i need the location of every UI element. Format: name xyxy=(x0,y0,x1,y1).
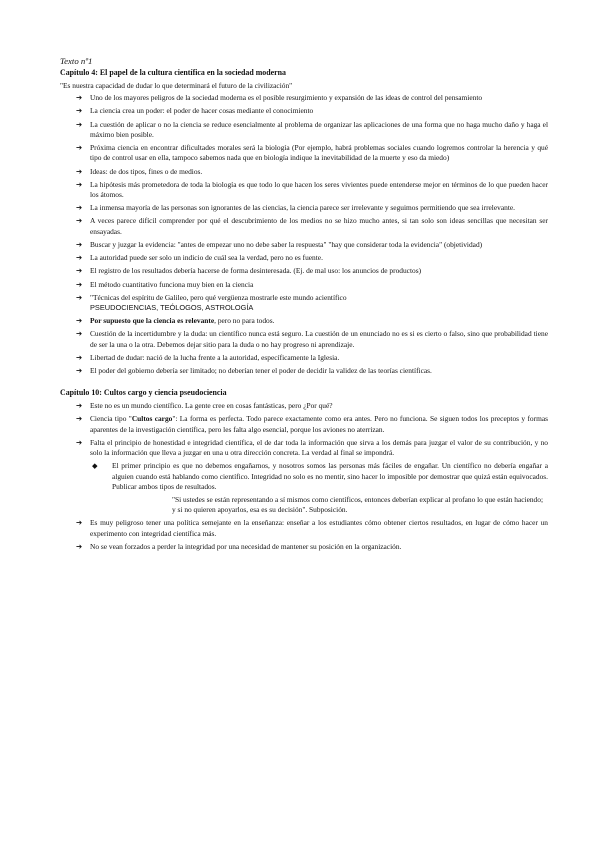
list-item: ➔ Libertad de dudar: nació de la lucha frente a la autoridad, específicamente la Iglesia. xyxy=(60,353,548,363)
list-item: ➔ Buscar y juzgar la evidencia: "antes de empezar uno no debe saber la respuesta" "hay que considerar toda la evidencia" (objetividad) xyxy=(60,240,548,250)
relevance-rest: , pero no para todos. xyxy=(214,316,275,326)
arrow-bullet-icon: ➔ xyxy=(76,352,83,362)
list-item: ➔ El método cuantitativo funciona muy bien en la ciencia xyxy=(60,280,548,290)
arrow-bullet-icon: ➔ xyxy=(76,203,83,213)
list-item: ➔ La inmensa mayoría de las personas son ignorantes de las ciencias, la ciencia parece ser irrelevante y seguimos permitiendo que sea irrelevante. xyxy=(60,203,548,213)
list-item: ➔ A veces parece difícil comprender por qué el descubrimiento de los medios no se hizo mucho antes, si tan solo son ideas sencillas que necesitan ser ensayadas. xyxy=(60,216,548,236)
arrow-bullet-icon: ➔ xyxy=(76,266,83,276)
list-item: ➔ Es muy peligroso tener una política semejante en la enseñanza: enseñar a los estudiantes cómo obtener ciertos resultados, en lugar de cómo hacer un experimento con integridad científica más. xyxy=(60,518,548,538)
pseudosciences-line: PSEUDOCIENCIAS, TEÓLOGOS, ASTROLOGÍA xyxy=(90,302,254,312)
arrow-bullet-icon: ➔ xyxy=(76,93,83,103)
arrow-bullet-icon: ➔ xyxy=(76,316,83,326)
list-item: ➔ Próxima ciencia en encontrar dificultades morales será la biología (Por ejemplo, habrá problemas sociales cuando logremos controlar la herencia y qué tipo de control usar en ella, tampoco sabemos nada que en biología indique la inevitabilidad de la muerte y eso da miedo) xyxy=(60,143,548,163)
galileo-quote: "Técnicas del espíritu de Galileo, pero qué vergüenza mostrarle este mundo acientífico xyxy=(90,292,347,302)
list-item: ➔ Ciencia tipo "Cultos cargo": La forma es perfecta. Todo parece exactamente como era antes. Pero no funciona. Se siguen todos los preceptos y formas aparentes de la investigación científica, pero les falta algo esencial, porque los aviones no aterrizan. xyxy=(60,414,548,434)
arrow-bullet-icon: ➔ xyxy=(76,106,83,116)
arrow-bullet-icon: ➔ xyxy=(76,518,83,528)
arrow-bullet-icon: ➔ xyxy=(76,329,83,339)
diamond-bullet-icon: ◆ xyxy=(92,461,98,471)
list-item: ➔ La autoridad puede ser solo un indicio de cuál sea la verdad, pero no es fuente. xyxy=(60,253,548,263)
arrow-bullet-icon: ➔ xyxy=(76,239,83,249)
arrow-bullet-icon: ➔ xyxy=(76,143,83,153)
chapter-10-heading: Capítulo 10: Cultos cargo y ciencia pseudociencia xyxy=(60,388,227,398)
arrow-bullet-icon: ➔ xyxy=(76,414,83,424)
arrow-bullet-icon: ➔ xyxy=(76,279,83,289)
list-item: ➔ Uno de los mayores peligros de la sociedad moderna es el posible resurgimiento y expansión de las ideas de control del pensamiento xyxy=(60,93,548,103)
list-item: ➔ Cuestión de la incertidumbre y la duda: un científico nunca está seguro. La cuestión de un enunciado no es si es cierto o falso, sino que probabilidad tiene de ser la una o la otra. Debemos dejar sitio para la duda o no hay progreso ni aprendizaje. xyxy=(60,329,548,349)
arrow-bullet-icon: ➔ xyxy=(76,119,83,129)
document-page xyxy=(60,55,548,555)
sub-quote: "Si ustedes se están representando a sí mismos como científicos, entonces deberían explicar al profano lo que están haciendo; y si no quieren apoyarlos, esa es su decisión". Subposición. xyxy=(172,494,543,515)
arrow-bullet-icon: ➔ xyxy=(76,401,83,411)
relevance-bold: Por supuesto que la ciencia es relevante xyxy=(90,316,215,326)
list-item xyxy=(60,316,548,326)
arrow-bullet-icon: ➔ xyxy=(76,179,83,189)
list-item: ➔ La hipótesis más prometedora de toda la biología es que todo lo que hacen los seres vivientes puede entenderse mejor en términos de lo que pueden hacer los átomos. xyxy=(60,180,548,200)
list-item: ➔ No se vean forzados a perder la integridad por una necesidad de mantener su posición en la organización. xyxy=(60,542,548,552)
cargo-cult-bold: Cultos cargo xyxy=(131,414,173,424)
arrow-bullet-icon: ➔ xyxy=(76,541,83,551)
list-item: ➔ El registro de los resultados debería hacerse de forma desinteresada. (Ej. de mal uso: los anuncios de productos) xyxy=(60,266,548,276)
list-item: ➔ La ciencia crea un poder: el poder de hacer cosas mediante el conocimiento xyxy=(60,106,548,116)
chapter-4-quote: "Es nuestra capacidad de dudar lo que determinará el futuro de la civilización" xyxy=(60,81,293,91)
list-item xyxy=(60,293,548,313)
arrow-bullet-icon: ➔ xyxy=(76,366,83,376)
list-item: ➔ Ideas: de dos tipos, fines o de medios. xyxy=(60,167,548,177)
list-item: ➔ Este no es un mundo científico. La gente cree en cosas fantásticas, pero ¿Por qué? xyxy=(60,401,548,411)
sub-list-item: ◆ El primer principio es que no debemos engañarnos, y nosotros somos las personas más fáciles de engañar. Un científico no debería engañar a alguien cuando está hablando como científico. Integridad no solo es no mentir, sino hacer lo imposible por demostrar que quizá están equivocados. Publicar ambos tipos de resultados. xyxy=(92,461,548,491)
arrow-bullet-icon: ➔ xyxy=(76,437,83,447)
document-title: Texto nº1 xyxy=(60,56,93,66)
list-item: ➔ El poder del gobierno debería ser limitado; no deberían tener el poder de decidir la validez de las teorías científicas. xyxy=(60,366,548,376)
list-item: ➔ Falta el principio de honestidad e integridad científica, el de dar toda la información que sirva a los demás para juzgar el valor de su contribución, y no solo la información que lleva a juzgar en una u otra dirección concreta. La verdad al final se impondrá. xyxy=(60,438,548,458)
arrow-bullet-icon: ➔ xyxy=(76,292,83,302)
arrow-bullet-icon: ➔ xyxy=(76,166,83,176)
arrow-bullet-icon: ➔ xyxy=(76,253,83,263)
list-item: ➔ La cuestión de aplicar o no la ciencia se reduce esencialmente al problema de organizar las aplicaciones de una forma que no haga mucho daño y haga el máximo bien posible. xyxy=(60,120,548,140)
arrow-bullet-icon: ➔ xyxy=(76,216,83,226)
chapter-4-heading: Capítulo 4: El papel de la cultura científica en la sociedad moderna xyxy=(60,68,286,78)
